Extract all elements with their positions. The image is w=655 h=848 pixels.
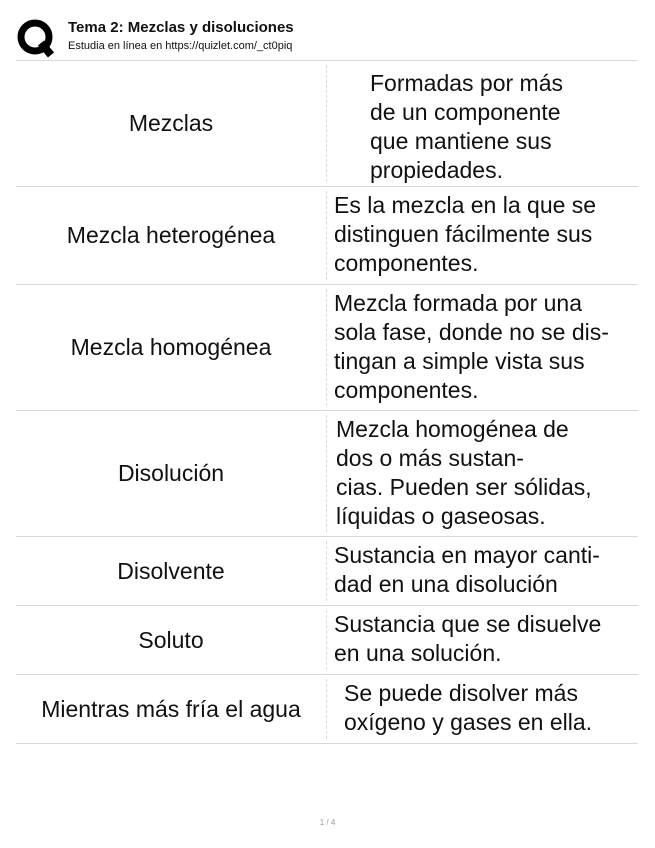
card-definition: Formadas por más de un componente que mantiene sus propiedades.	[370, 70, 564, 183]
document-header	[16, 14, 636, 60]
flashcard-row	[16, 606, 638, 675]
card-definition: Mezcla homogénea de dos o más sustan- cias. Pueden ser sólidas, líquidas o gaseosas.	[336, 416, 592, 529]
card-term: Disolvente	[117, 557, 225, 584]
flashcard-row	[16, 411, 638, 537]
card-term: Mezclas	[128, 110, 214, 136]
flashcard-row	[16, 675, 638, 744]
card-definition: Mezcla formada por una sola fase, donde no se dis- tingan a simple vista sus componentes.	[334, 290, 609, 403]
card-definition: Es la mezcla en la que se distinguen fácilmente sus componentes.	[334, 192, 597, 276]
card-definition: Sustancia que se disuelve en una solución.	[334, 611, 602, 666]
flashcard-row	[16, 285, 638, 411]
card-term: Disolución	[117, 460, 225, 486]
row-divider	[326, 289, 327, 406]
flashcard-row	[16, 61, 638, 187]
card-definition: Sustancia en mayor canti- dad en una disolución	[334, 542, 600, 597]
card-definition: Se puede disolver más oxígeno y gases en ella.	[344, 680, 593, 735]
card-term: Mientras más fría el agua	[41, 695, 301, 722]
row-divider	[326, 610, 327, 670]
page-indicator: 1 / 4	[319, 818, 336, 827]
card-term: Mezcla heterogénea	[66, 222, 276, 248]
document-title: Tema 2: Mezclas y disoluciones	[68, 19, 294, 36]
flashcard-row	[16, 537, 638, 606]
card-term: Mezcla homogénea	[70, 334, 272, 360]
row-divider	[326, 679, 327, 739]
row-divider	[326, 191, 327, 280]
flashcard-row	[16, 187, 638, 285]
study-link-text: Estudia en línea en https://quizlet.com/_ct0piq	[68, 40, 293, 52]
card-term: Soluto	[138, 626, 204, 653]
row-divider	[326, 541, 327, 601]
flashcard-table	[16, 60, 638, 744]
row-divider	[326, 65, 327, 182]
quizlet-logo-icon	[16, 18, 58, 60]
row-divider	[326, 415, 327, 532]
